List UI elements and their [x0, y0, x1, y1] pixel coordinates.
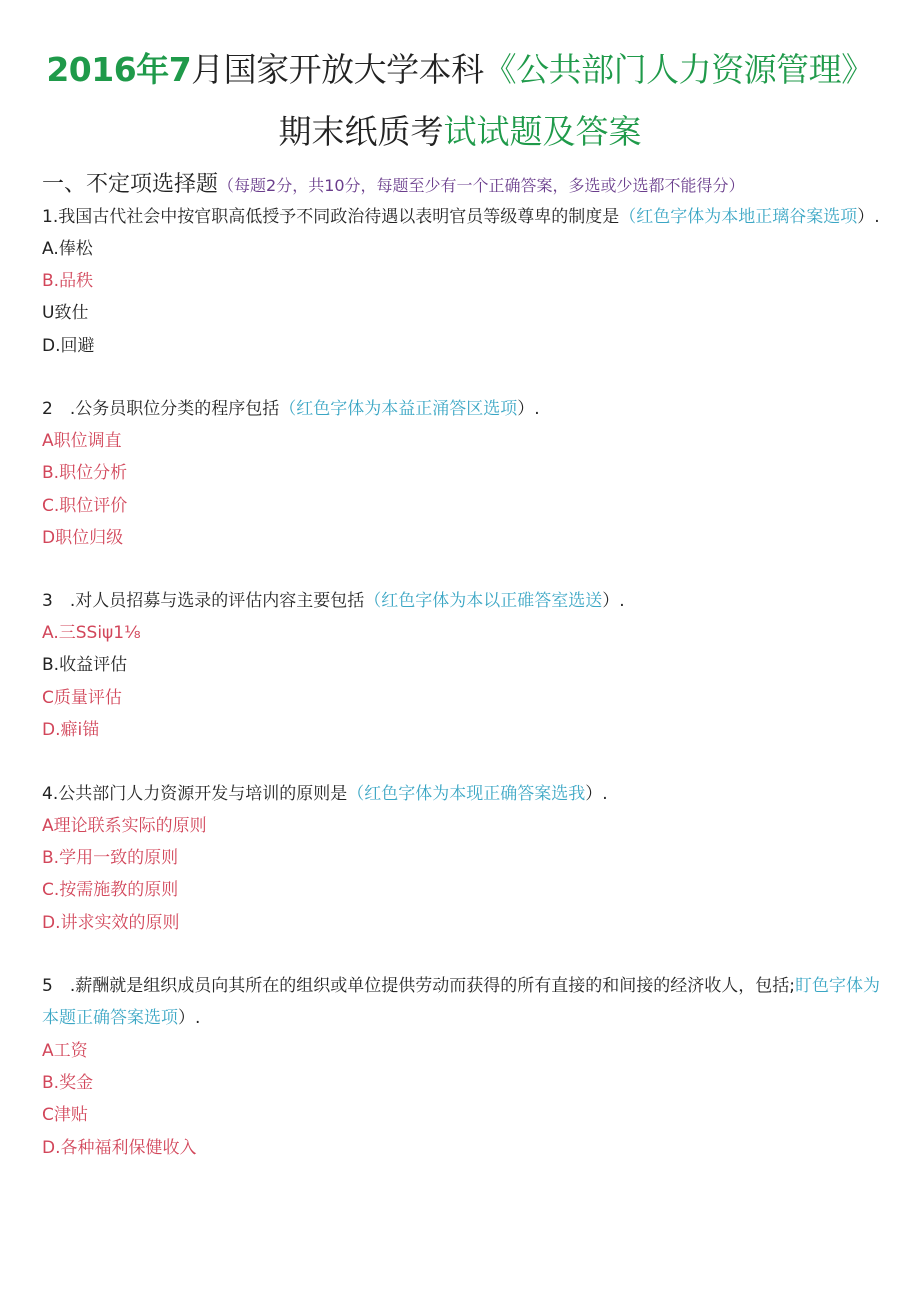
question-4-stem — [42, 778, 608, 810]
question-end: ）. — [178, 1008, 201, 1028]
question-1-option-c: U致仕 — [42, 303, 89, 323]
question-end: ）. — [585, 784, 608, 804]
question-1-option-a: A.俸松 — [42, 239, 93, 259]
question-2-option-a: A职位调直 — [42, 431, 122, 451]
question-1-option-b: B.品秩 — [42, 271, 94, 291]
question-4-option-c: C.按需施教的原则 — [42, 880, 179, 900]
question-4-option-d: D.讲求实效的原则 — [42, 913, 180, 933]
question-3-stem — [42, 585, 625, 617]
question-text: 3 .对人员招募与选录的评估内容主要包括 — [42, 591, 365, 611]
document-title-line2 — [0, 110, 920, 154]
question-4-option-b: B.学用一致的原则 — [42, 848, 179, 868]
question-hint: （红色字体为本益正涌答区选项 — [279, 399, 518, 419]
title2-green-1: 试试题 — [443, 112, 543, 151]
question-2-stem — [42, 393, 540, 425]
question-hint: （红色字体为本以正碓答室选送 — [364, 591, 603, 611]
section-title: 一、不定项选择题 — [42, 172, 219, 197]
question-4-option-a: A理论联系实际的原则 — [42, 816, 207, 836]
question-1-stem — [42, 201, 880, 233]
question-2-option-b: B.职位分析 — [42, 463, 128, 483]
question-1-option-d: D.回避 — [42, 336, 95, 356]
question-3-option-a: A.三SSiψ1⅛ — [42, 623, 141, 643]
title-middle: 月国家开放大学本科 — [191, 50, 484, 89]
question-5-stem-line2 — [42, 1002, 200, 1034]
question-5-option-c: C津贴 — [42, 1105, 88, 1125]
question-3-option-d: D.癖i锚 — [42, 720, 100, 740]
question-text: 5 .薪酬就是组织成员向其所在的组织或单位提供劳动而获得的所有直接的和间接的经济收人，包括; — [42, 976, 795, 996]
question-5-option-b: B.奖金 — [42, 1073, 94, 1093]
document-title-line1 — [0, 48, 920, 92]
question-hint: 盯色字体为 — [794, 976, 880, 996]
question-text: 2 .公务员职位分类的程序包括 — [42, 399, 280, 419]
question-3-option-b: B.收益评估 — [42, 655, 128, 675]
question-hint: （红色字体为本地正璃谷案选项 — [619, 207, 858, 227]
section-note: （每题2分，共10分，每题至少有一个正确答案，多选或少选都不能得分） — [218, 176, 745, 195]
title-course: 《公共部门人力资源管理》 — [483, 50, 874, 89]
question-2-option-c: C.职位评价 — [42, 496, 128, 516]
section-heading — [42, 167, 745, 198]
title2-green-2: 及答案 — [542, 112, 642, 151]
question-3-option-c: C质量评估 — [42, 688, 122, 708]
question-5-option-d: D.各种福利保健收入 — [42, 1138, 197, 1158]
question-text: 4.公共部门人力资源开发与培训的原则是 — [42, 784, 348, 804]
title2-dark: 期末纸质考 — [278, 112, 444, 151]
question-text: 1.我国古代社会中按官职高低授予不同政治待遇以表明官员等级尊卑的制度是 — [42, 207, 620, 227]
question-end: ）. — [517, 399, 540, 419]
title-year: 2016年7 — [46, 50, 192, 89]
question-hint-continued: 本题正确答案选项 — [42, 1008, 178, 1028]
question-5-option-a: A工资 — [42, 1041, 88, 1061]
question-hint: （红色字体为本现正确答案选我 — [347, 784, 586, 804]
question-2-option-d: D职位归级 — [42, 528, 124, 548]
question-5-stem — [42, 970, 882, 1002]
question-end: ）. — [602, 591, 625, 611]
question-end: ）. — [857, 207, 880, 227]
